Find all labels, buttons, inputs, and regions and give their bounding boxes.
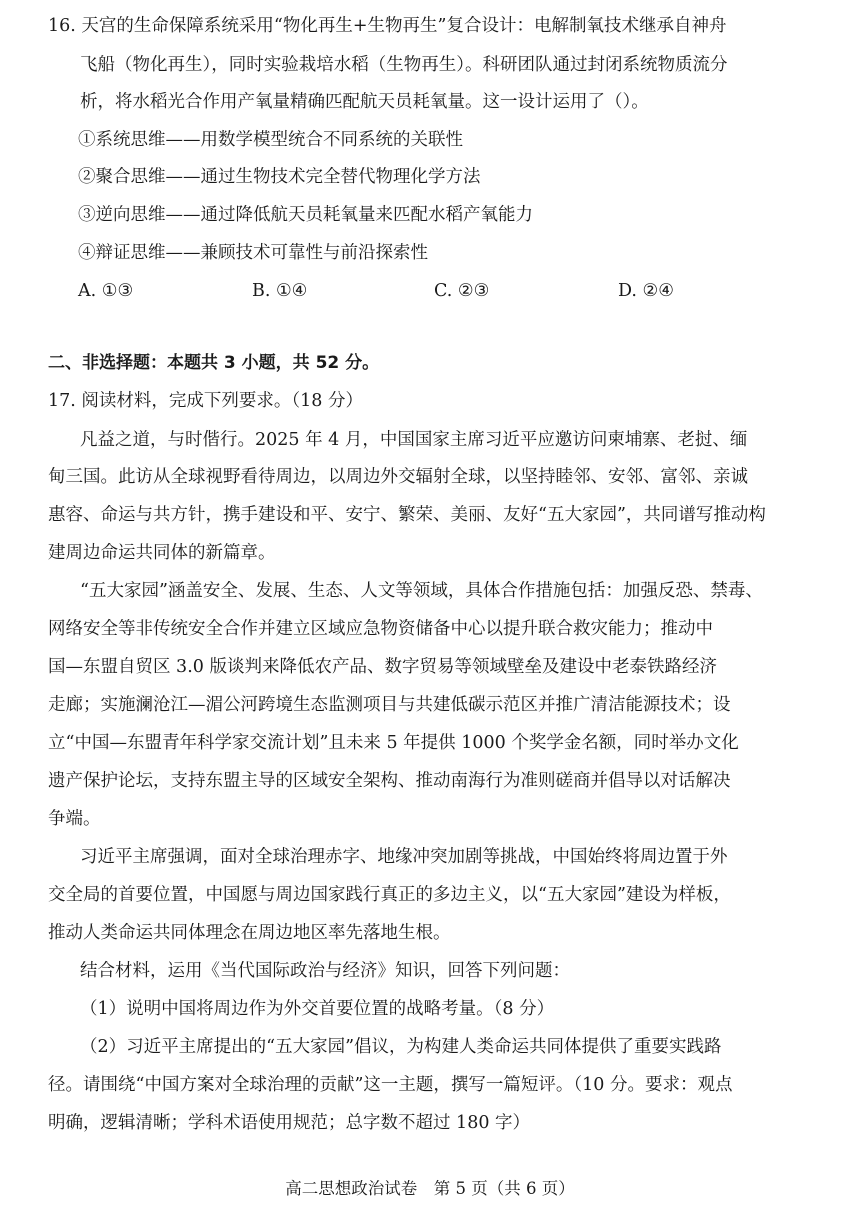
q16-option-d: D. ②④ — [618, 281, 674, 301]
q17-subquestion-1: （1）说明中国将周边作为外交首要位置的战略考量。（8 分） — [80, 999, 555, 1019]
q17-material-line: “五大家园”涵盖安全、发展、生态、人文等领域，具体合作措施包括：加强反恐、禁毒、 — [80, 581, 763, 601]
q17-material-line: 争端。 — [48, 809, 101, 829]
q17-material-line: 遗产保护论坛，支持东盟主导的区域安全架构、推动南海行为准则磋商并倡导以对话解决 — [48, 771, 731, 791]
q16-stem-line: 飞船（物化再生），同时实验栽培水稻（生物再生）。科研团队通过封闭系统物质流分 — [80, 55, 728, 75]
section-heading: 二、非选择题：本题共 3 小题，共 52 分。 — [48, 353, 380, 373]
q17-material-line: 立“中国—东盟青年科学家交流计划”且未来 5 年提供 1000 个奖学金名额，同时举办文化 — [48, 733, 739, 753]
q17-material-line: 凡益之道，与时偕行。2025 年 4 月，中国国家主席习近平应邀访问柬埔寨、老挝、缅 — [80, 430, 748, 450]
q17-material-line: 惠容、命运与共方针，携手建设和平、安宁、繁荣、美丽、友好“五大家园”，共同谱写推动构 — [48, 505, 766, 525]
q17-subquestion-2: 明确，逻辑清晰；学科术语使用规范；总字数不超过 180 字） — [48, 1113, 531, 1133]
q17-instruction: 结合材料，运用《当代国际政治与经济》知识，回答下列问题： — [80, 961, 570, 981]
q16-item: ④辩证思维——兼顾技术可靠性与前沿探索性 — [78, 243, 428, 263]
q16-item: ①系统思维——用数学模型统合不同系统的关联性 — [78, 130, 463, 150]
q16-stem-line: 16. 天宫的生命保障系统采用“物化再生+生物再生”复合设计：电解制氧技术继承自神舟 — [48, 16, 727, 36]
q16-option-b: B. ①④ — [252, 281, 308, 301]
q17-material-line: 交全局的首要位置，中国愿与周边国家践行真正的多边主义，以“五大家园”建设为样板， — [48, 885, 731, 905]
q17-material-line: 建周边命运共同体的新篇章。 — [48, 543, 276, 563]
q17-material-line: 推动人类命运共同体理念在周边地区率先落地生根。 — [48, 923, 451, 943]
q17-title: 17. 阅读材料，完成下列要求。（18 分） — [48, 391, 363, 411]
q16-option-c: C. ②③ — [434, 281, 490, 301]
q17-material-line: 走廊；实施澜沧江—湄公河跨境生态监测项目与共建低碳示范区并推广清洁能源技术；设 — [48, 695, 731, 715]
q16-option-a: A. ①③ — [78, 281, 134, 301]
q17-material-line: 网络安全等非传统安全合作并建立区域应急物资储备中心以提升联合救灾能力；推动中 — [48, 619, 713, 639]
page-footer: 高二思想政治试卷 第 5 页（共 6 页） — [285, 1179, 575, 1198]
q16-item: ③逆向思维——通过降低航天员耗氧量来匹配水稻产氧能力 — [78, 205, 533, 225]
q17-material-line: 甸三国。此访从全球视野看待周边，以周边外交辐射全球，以坚持睦邻、安邻、富邻、亲诚 — [48, 467, 748, 487]
q17-material-line: 国—东盟自贸区 3.0 版谈判来降低农产品、数字贸易等领域壁垒及建设中老泰铁路经济 — [48, 657, 717, 677]
q17-subquestion-2: 径。请围绕“中国方案对全球治理的贡献”这一主题，撰写一篇短评。（10 分。要求：观点 — [48, 1075, 733, 1095]
q17-material-line: 习近平主席强调，面对全球治理赤字、地缘冲突加剧等挑战，中国始终将周边置于外 — [80, 847, 728, 867]
q16-stem-line: 析，将水稻光合作用产氧量精确匹配航天员耗氧量。这一设计运用了（）。 — [80, 92, 649, 112]
q17-subquestion-2: （2）习近平主席提出的“五大家园”倡议，为构建人类命运共同体提供了重要实践路 — [80, 1037, 722, 1057]
q16-item: ②聚合思维——通过生物技术完全替代物理化学方法 — [78, 167, 481, 187]
